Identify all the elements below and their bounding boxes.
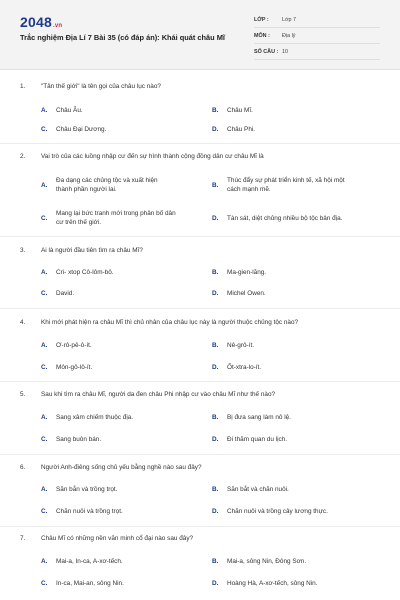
option-text: Đi thăm quan du lịch. — [227, 436, 288, 443]
option-text: Săn bắt và chăn nuôi. — [227, 486, 289, 493]
divider — [0, 236, 400, 237]
question-number: 3. — [20, 247, 26, 254]
option-2c[interactable] — [41, 209, 206, 227]
option-7a[interactable] — [41, 557, 206, 566]
option-text: Chăn nuôi và trồng trọt. — [56, 508, 123, 515]
option-5a[interactable] — [41, 413, 206, 422]
question-stem: Người Anh-điêng sống chủ yếu bằng nghề nào sau đây? — [41, 464, 202, 471]
option-letter: C. — [41, 508, 48, 515]
option-5b[interactable] — [212, 413, 380, 422]
option-text: Săn bắn và trồng trọt. — [56, 486, 118, 493]
question-stem: "Tân thế giới" là tên gọi của châu lục nào? — [41, 83, 161, 90]
meta-row-subject — [254, 28, 380, 44]
option-text: Châu Mĩ. — [227, 107, 253, 114]
option-text: Tàn sát, diệt chủng nhiều bộ tộc bản địa. — [227, 215, 343, 222]
option-text: Sang xâm chiếm thuộc địa. — [56, 414, 134, 421]
option-text: Chăn nuôi và trồng cây lương thực. — [227, 508, 328, 515]
option-6b[interactable] — [212, 485, 380, 494]
option-text: Mai-a, sông Nin, Đông Sơn. — [227, 558, 307, 565]
meta-value: 10 — [282, 48, 288, 55]
option-4a[interactable] — [41, 341, 206, 350]
option-5c[interactable] — [41, 435, 206, 444]
option-1a[interactable] — [41, 106, 206, 115]
question-1 — [20, 82, 380, 91]
logo-suffix: .vn — [52, 23, 63, 29]
option-text: Cri- xtop Cô-lôm-bô. — [56, 269, 114, 276]
option-3d[interactable] — [212, 289, 380, 298]
option-1b[interactable] — [212, 106, 380, 115]
option-letter: D. — [212, 364, 219, 371]
option-letter: D. — [212, 290, 219, 297]
option-1c[interactable] — [41, 125, 206, 134]
option-7b[interactable] — [212, 557, 380, 566]
option-6c[interactable] — [41, 507, 206, 516]
question-2 — [20, 152, 380, 161]
option-letter: C. — [41, 214, 48, 222]
meta-key: MÔN : — [254, 32, 270, 39]
option-letter: B. — [212, 181, 219, 189]
meta-key: LỚP : — [254, 16, 269, 23]
option-6a[interactable] — [41, 485, 206, 494]
option-letter: B. — [212, 486, 219, 493]
option-text: Hoàng Hà, A-xơ-tếch, sông Nin. — [227, 580, 318, 587]
option-letter: A. — [41, 414, 48, 421]
option-letter: C. — [41, 364, 48, 371]
option-letter: D. — [212, 580, 219, 587]
option-3c[interactable] — [41, 289, 206, 298]
question-number: 2. — [20, 153, 26, 160]
option-letter: C. — [41, 290, 48, 297]
option-letter: B. — [212, 558, 219, 565]
question-text — [20, 318, 380, 327]
option-3b[interactable] — [212, 268, 380, 277]
option-6d[interactable] — [212, 507, 380, 516]
question-text — [20, 463, 380, 472]
option-2a[interactable] — [41, 176, 206, 194]
logo-main: 2048 — [20, 14, 52, 30]
meta-row-count — [254, 44, 380, 60]
option-4c[interactable] — [41, 363, 206, 372]
quiz-meta — [254, 12, 380, 60]
question-number: 4. — [20, 319, 26, 326]
divider — [0, 526, 400, 527]
option-letter: A. — [41, 269, 48, 276]
question-number: 5. — [20, 391, 26, 398]
option-3a[interactable] — [41, 268, 206, 277]
option-text: Nê-grô-ít. — [227, 342, 254, 349]
option-7c[interactable] — [41, 579, 206, 588]
meta-row-grade — [254, 12, 380, 28]
option-letter: C. — [41, 580, 48, 587]
option-letter: D. — [212, 508, 219, 515]
option-text: Michel Owen. — [227, 290, 266, 297]
option-letter: A. — [41, 181, 48, 189]
option-text: In-ca, Mai-an, sông Nin. — [56, 580, 124, 587]
question-7 — [20, 534, 380, 543]
question-5 — [20, 390, 380, 399]
option-text: Mai-a, In-ca, A-xơ-tếch. — [56, 558, 123, 565]
site-logo[interactable] — [20, 14, 62, 30]
option-text: Mang lại bức tranh mới trong phân bố dân cư trên thế giới. — [56, 210, 176, 226]
question-text — [20, 82, 380, 91]
question-number: 1. — [20, 83, 26, 90]
question-stem: Ai là người đầu tiên tìm ra châu Mĩ? — [41, 247, 143, 254]
question-number: 7. — [20, 535, 26, 542]
option-text: Đa dạng các chủng tộc và xuất hiện thành phần người lai. — [56, 177, 158, 193]
divider — [0, 308, 400, 309]
option-letter: B. — [212, 414, 219, 421]
option-letter: A. — [41, 558, 48, 565]
option-text: Bị đưa sang làm nô lệ. — [227, 414, 291, 421]
divider — [0, 381, 400, 382]
question-3 — [20, 246, 380, 255]
divider — [0, 454, 400, 455]
option-letter: B. — [212, 269, 219, 276]
option-4b[interactable] — [212, 341, 380, 350]
option-letter: D. — [212, 126, 219, 133]
option-letter: A. — [41, 486, 48, 493]
page-title: Trắc nghiệm Địa Lí 7 Bài 35 (có đáp án): Khái quát châu Mĩ — [20, 33, 225, 42]
option-1d[interactable] — [212, 125, 380, 134]
option-letter: C. — [41, 126, 48, 133]
option-text: Châu Phi. — [227, 126, 256, 133]
question-stem: Khi mới phát hiện ra châu Mĩ thì chủ nhân của châu lục này là người thuộc chủng tộc nào? — [41, 319, 299, 326]
meta-key: SỐ CÂU : — [254, 48, 279, 55]
question-stem: Vai trò của các luồng nhập cư đến sự hình thành cộng đồng dân cư châu Mĩ là — [41, 153, 264, 160]
question-4 — [20, 318, 380, 327]
option-letter: A. — [41, 107, 48, 114]
option-2b[interactable] — [212, 176, 380, 194]
meta-value: Lớp 7 — [282, 16, 297, 23]
page-header — [0, 0, 400, 70]
option-letter: A. — [41, 342, 48, 349]
option-text: Sang buôn bán. — [56, 436, 102, 443]
option-5d[interactable] — [212, 435, 380, 444]
question-text — [20, 534, 380, 543]
question-number: 6. — [20, 464, 26, 471]
question-stem: Châu Mĩ có những nền văn minh cổ đại nào sau đây? — [41, 535, 194, 542]
option-letter: B. — [212, 342, 219, 349]
question-text — [20, 152, 380, 161]
option-letter: C. — [41, 436, 48, 443]
option-4d[interactable] — [212, 363, 380, 372]
option-text: Châu Đại Dương. — [56, 126, 107, 133]
question-stem: Sau khi tìm ra châu Mĩ, người da đen châu Phi nhập cư vào châu Mĩ như thế nào? — [41, 391, 276, 398]
option-text: Môn-gô-lô-ít. — [56, 364, 93, 371]
option-text: Thúc đẩy sự phát triển kinh tế, xã hội một cách mạnh mẽ. — [227, 177, 345, 193]
question-6 — [20, 463, 380, 472]
question-text — [20, 390, 380, 399]
option-text: Ơ-rô-pê-ô-ít. — [56, 342, 92, 349]
meta-value: Địa lý — [282, 32, 296, 39]
option-text: David. — [56, 290, 75, 297]
option-text: Ốt-xtra-lo-ít. — [227, 364, 262, 371]
option-letter: D. — [212, 215, 219, 222]
option-2d[interactable] — [212, 214, 380, 223]
option-7d[interactable] — [212, 579, 380, 588]
option-letter: D. — [212, 436, 219, 443]
option-text: Ma-gien-lăng. — [227, 269, 267, 276]
option-text: Châu Âu. — [56, 107, 83, 114]
question-text — [20, 246, 380, 255]
divider — [0, 143, 400, 144]
option-letter: B. — [212, 107, 219, 114]
